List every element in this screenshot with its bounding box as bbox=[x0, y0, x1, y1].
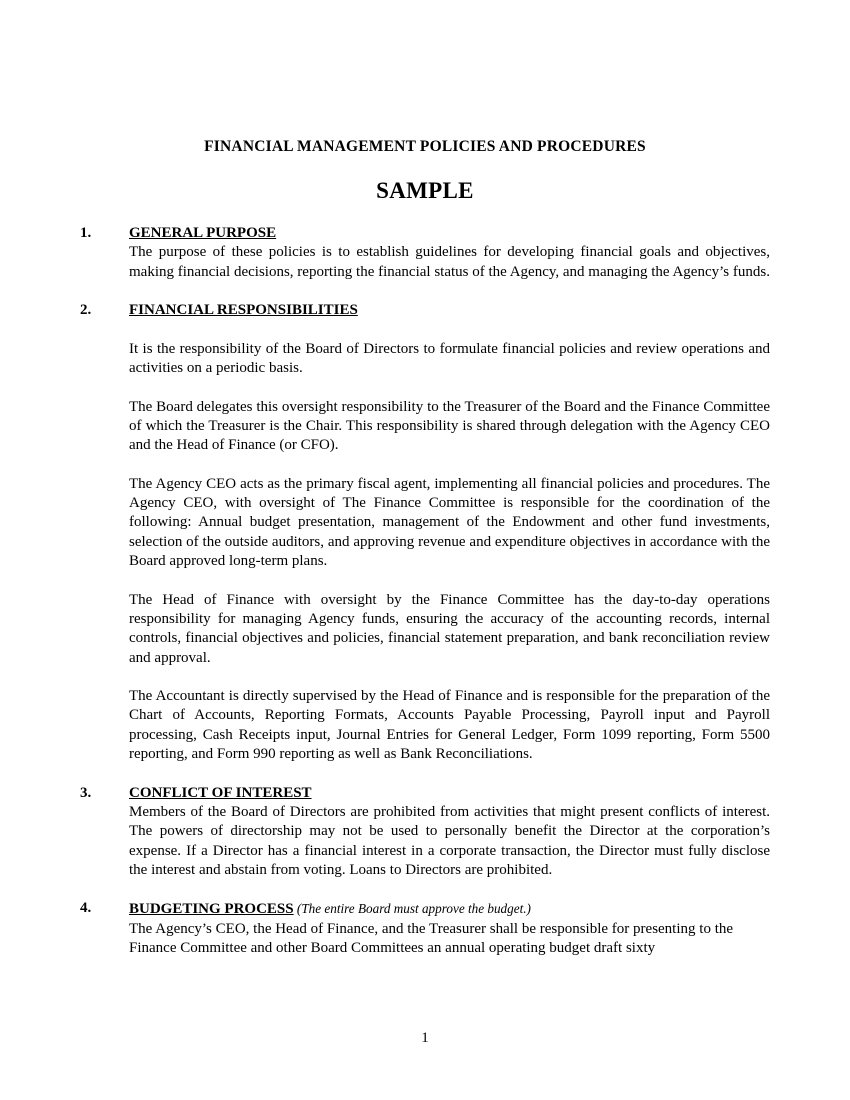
section-financial-responsibilities bbox=[80, 301, 770, 764]
document-body bbox=[80, 224, 770, 958]
paragraph: The Agency’s CEO, the Head of Finance, and the Treasurer shall be responsible for presenting to the Finance Committee and other Board Committees an annual operating budget draft sixty bbox=[129, 920, 734, 956]
paragraph-spacer bbox=[129, 668, 770, 687]
paragraph: The purpose of these policies is to establish guidelines for developing financial goals and objectives, making financial decisions, reporting the financial status of the Agency, and managing the Agency’s funds. bbox=[129, 244, 770, 280]
section-heading-text: CONFLICT OF INTEREST bbox=[129, 784, 312, 801]
paragraph: The Accountant is directly supervised by the Head of Finance and is responsible for the preparation of the Chart of Accounts, Reporting Formats, Accounts Payable Processing, Payroll input and Payroll processing, Cash Receipts input, Journal Entries for General Ledger, Form 1099 reporting, Form 5500 reporting, and Form 990 reporting as well as Bank Reconciliations. bbox=[129, 688, 770, 763]
section-budgeting-process bbox=[80, 899, 770, 958]
section-heading-text: GENERAL PURPOSE bbox=[129, 225, 277, 241]
paragraph: The Head of Finance with oversight by the Finance Committee has the day-to-day operations responsibility for managing Agency funds, ensuring the accuracy of the accounting records, internal controls, financial objectives and policies, financial statement preparation, and bank reconciliation review and approval. bbox=[129, 591, 770, 666]
document-title: FINANCIAL MANAGEMENT POLICIES AND PROCEDURES bbox=[204, 138, 646, 155]
paragraph-spacer bbox=[129, 571, 770, 590]
paragraph: Members of the Board of Directors are prohibited from activities that might present conflicts of interest. The powers of directorship may not be used to personally benefit the Director at the corporation’s expense. If a Director has a financial interest in a corporate transaction, the Director must fully disclose the interest and abstain from voting. Loans to Directors are prohibited. bbox=[129, 803, 770, 878]
page-number: 1 bbox=[421, 1030, 429, 1046]
section-conflict-of-interest bbox=[80, 784, 770, 880]
section-heading bbox=[129, 899, 770, 919]
section-number: 1. bbox=[80, 225, 92, 241]
section-heading-note: (The entire Board must approve the budget.) bbox=[293, 901, 531, 917]
section-heading-text: FINANCIAL RESPONSIBILITIES bbox=[129, 302, 358, 319]
section-heading bbox=[129, 224, 770, 243]
paragraph-spacer bbox=[129, 378, 770, 397]
section-heading bbox=[129, 784, 770, 803]
section-heading bbox=[129, 301, 770, 320]
paragraph-spacer bbox=[129, 320, 770, 339]
section-content bbox=[129, 784, 770, 880]
document-subtitle: SAMPLE bbox=[376, 178, 474, 203]
section-heading-text: BUDGETING PROCESS bbox=[129, 901, 294, 918]
section-content bbox=[129, 899, 770, 958]
section-spacer bbox=[80, 764, 770, 783]
section-number: 3. bbox=[80, 784, 92, 801]
section-number: 2. bbox=[80, 302, 92, 319]
section-spacer bbox=[80, 880, 770, 899]
section-spacer bbox=[80, 282, 770, 301]
paragraph: The Board delegates this oversight responsibility to the Treasurer of the Board and the Finance Committee of which the Treasurer is the Chair. This responsibility is shared through delegation with the Agency CEO and the Head of Finance (or CFO). bbox=[129, 398, 770, 454]
paragraph: It is the responsibility of the Board of Directors to formulate financial policies and review operations and activities on a periodic basis. bbox=[129, 340, 770, 377]
section-general-purpose bbox=[80, 224, 770, 282]
section-content bbox=[129, 301, 770, 764]
paragraph-spacer bbox=[129, 456, 770, 475]
section-number: 4. bbox=[80, 900, 92, 917]
section-content bbox=[129, 224, 770, 282]
paragraph: The Agency CEO acts as the primary fiscal agent, implementing all financial policies and procedures. The Agency CEO, with oversight of The Finance Committee is responsible for the coordination of the following: Annual budget presentation, management of the Endowment and other fund investments, selection of the outside auditors, and approving revenue and expenditure objectives in accordance with the Board approved long-term plans. bbox=[129, 475, 770, 570]
